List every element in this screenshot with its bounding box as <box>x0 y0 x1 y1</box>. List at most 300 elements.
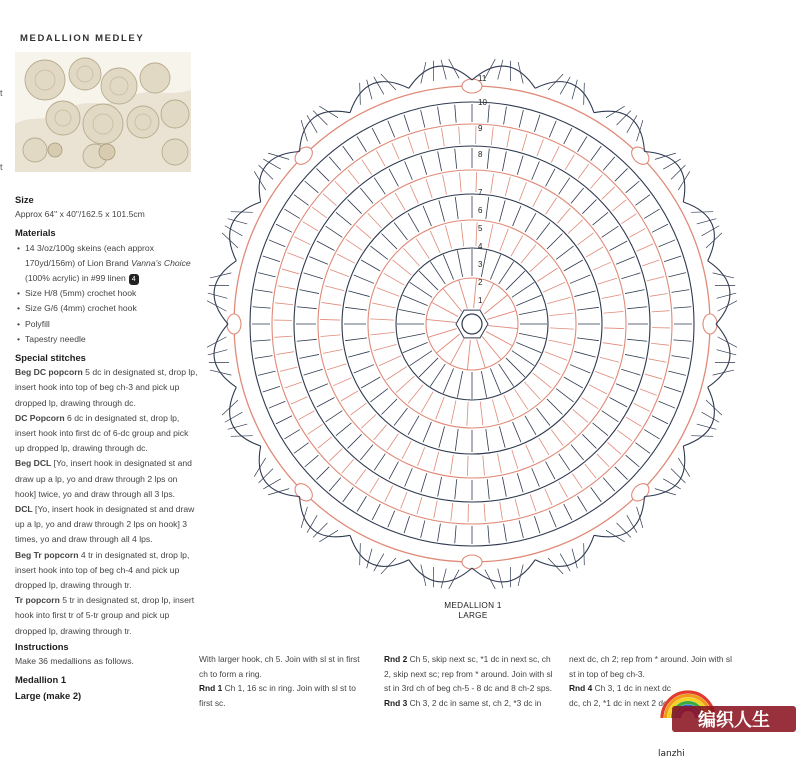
border-fan-stitch <box>718 337 737 347</box>
round-8-stitch <box>425 132 429 149</box>
round-3-stitch <box>419 358 438 377</box>
round-8-stitch <box>401 492 407 509</box>
round-8-stitch <box>417 497 422 514</box>
round-6-stitch <box>603 343 623 346</box>
round-9-stitch <box>372 504 380 520</box>
round-3-stitch <box>443 368 453 393</box>
border-fan-stitch <box>360 83 361 105</box>
round-8-stitch <box>287 253 304 259</box>
round-8-stitch <box>590 175 602 189</box>
round-9-stitch <box>404 115 410 132</box>
round-6-stitch <box>350 403 366 415</box>
round-8-stitch <box>299 411 315 420</box>
round-6-stitch <box>467 456 468 476</box>
round-7-stitch <box>389 462 398 480</box>
popcorn-stitch <box>462 555 482 569</box>
round-8-stitch <box>545 489 552 505</box>
diagram-caption <box>408 601 538 620</box>
border-fan-stitch <box>254 171 266 190</box>
round-number: 3 <box>478 260 483 269</box>
round-8-stitch <box>565 155 574 170</box>
sidebar-text <box>15 192 200 703</box>
round-7-stitch <box>374 178 385 195</box>
round-5-stitch <box>513 206 521 226</box>
round-8-stitch <box>551 146 559 162</box>
border-fan-stitch <box>228 424 248 429</box>
round-9-stitch <box>664 256 681 262</box>
round-5-stitch <box>361 377 380 388</box>
round-3-stitch <box>419 271 438 290</box>
round-9-stitch <box>668 371 686 375</box>
round-7-stitch <box>610 241 628 250</box>
border-fan-stitch <box>441 569 446 589</box>
round-3-stitch <box>430 364 445 386</box>
round-6-stitch <box>322 302 342 305</box>
round-9-stitch <box>603 478 615 492</box>
round-7-stitch <box>487 479 489 499</box>
round-9-stitch <box>591 487 602 502</box>
instructions-text: Make 36 medallions as follows. <box>15 656 134 667</box>
round-6-stitch <box>434 452 439 471</box>
round-5-stitch <box>486 429 489 451</box>
popcorn-stitch <box>703 314 717 334</box>
round-6-stitch <box>402 441 411 459</box>
border-fan-stitch <box>663 479 681 489</box>
round-9-stitch <box>652 224 668 232</box>
round-5-stitch <box>577 338 599 341</box>
round-6-stitch <box>368 213 382 228</box>
round-7-stitch <box>348 200 362 214</box>
border-fan-stitch <box>319 530 338 542</box>
round-6-stitch <box>512 450 518 469</box>
round-8-stitch <box>285 382 302 388</box>
round-8-stitch <box>355 469 366 484</box>
size-heading: Size <box>15 194 34 205</box>
stitch-definition: DC Popcorn 6 dc in designated st, drop lp, insert hook into first dc of 6-dc group and pick up dropped lp, drawing through dc. <box>15 412 189 454</box>
round-8-stitch <box>645 374 662 379</box>
round-number: 11 <box>478 74 487 83</box>
border-fan-stitch <box>702 412 720 422</box>
round-4-stitch <box>416 239 429 259</box>
border-fan-stitch <box>319 106 338 118</box>
round-6-stitch <box>539 438 549 455</box>
round-4-stitch <box>537 268 557 281</box>
round-8-stitch <box>329 449 342 461</box>
round-8-stitch <box>642 260 659 266</box>
round-8-stitch <box>530 494 536 511</box>
round-4-stitch <box>461 223 464 247</box>
border-fan-stitch <box>702 226 720 236</box>
round-8-stitch <box>515 499 519 516</box>
round-3-stitch <box>403 295 428 305</box>
border-fan-stitch <box>421 565 426 586</box>
round-9-stitch <box>659 401 676 408</box>
round-2-stitch <box>426 319 456 322</box>
border-fan-stitch <box>678 458 690 477</box>
round-5-stitch <box>537 408 550 425</box>
round-6-stitch <box>361 414 376 428</box>
pattern-column-2: Rnd 2 Ch 5, skip next sc, *1 dc in next sc, ch 2, skip next sc; rep from * around. Join with sl st in 3rd ch of beg ch-5 - 8 dc and 8 ch-2 sps. Rnd 3 Ch 3, 2 dc in same st, ch 2, *3 dc in <box>384 654 553 708</box>
round-9-stitch <box>255 290 273 293</box>
border-fan-stitch <box>584 543 585 565</box>
round-8-stitch <box>484 504 485 522</box>
round-9-stitch <box>343 487 354 502</box>
round-5-stitch <box>345 307 367 310</box>
round-7-stitch <box>625 354 645 358</box>
border-fan-stitch <box>498 569 503 589</box>
round-8-stitch <box>634 403 650 411</box>
border-fan-stitch <box>374 77 384 95</box>
round-number: 6 <box>478 206 483 215</box>
round-8-stitch <box>323 194 337 206</box>
round-7-stitch <box>546 462 555 480</box>
round-8-stitch <box>500 502 503 520</box>
watermark-logo <box>652 684 800 763</box>
round-8-stitch <box>652 311 670 312</box>
border-fan-stitch <box>584 83 585 105</box>
round-9-stitch <box>664 386 681 392</box>
round-7-stitch <box>309 384 327 392</box>
round-6-stitch <box>593 262 611 270</box>
round-5-stitch <box>455 197 458 219</box>
round-9-stitch <box>615 168 628 181</box>
round-9-stitch <box>357 496 366 511</box>
round-4-stitch <box>550 328 574 329</box>
round-5-ring <box>342 194 602 454</box>
round-7-stitch <box>532 468 540 486</box>
round-9-stitch <box>635 443 650 454</box>
round-9-stitch <box>421 520 425 538</box>
round-8-stitch <box>459 126 460 144</box>
round-3-stitch <box>457 371 462 397</box>
border-fan-stitch <box>485 570 495 589</box>
round-7-stitch <box>627 339 647 341</box>
round-7-stitch <box>559 178 570 195</box>
round-2-stitch <box>443 288 462 311</box>
round-9-stitch <box>329 157 341 171</box>
round-6-stitch <box>418 447 425 466</box>
round-4-stitch <box>511 236 523 257</box>
border-fan-stitch <box>717 350 737 355</box>
round-9-stitch <box>253 340 271 341</box>
round-5-stitch <box>537 222 550 239</box>
round-8-stitch <box>537 139 543 156</box>
round-9-stitch <box>534 115 540 132</box>
round-6-stitch <box>578 233 594 245</box>
round-5-stitch <box>577 307 599 310</box>
round-3-stitch <box>443 255 453 280</box>
round-3-stitch <box>457 250 462 276</box>
round-7-stitch <box>405 468 413 486</box>
border-scallop <box>594 497 645 537</box>
round-7-stitch <box>299 290 319 294</box>
round-5-stitch <box>381 233 397 249</box>
round-8-stitch <box>608 442 622 454</box>
round-4-stitch <box>445 226 451 249</box>
diagram-caption-line2: LARGE <box>458 610 488 620</box>
round-7-stitch <box>602 226 619 237</box>
round-4-stitch <box>370 319 394 320</box>
round-6-stitch <box>410 185 418 203</box>
round-9-stitch <box>357 136 366 151</box>
round-8-stitch <box>408 137 414 154</box>
round-9-stitch <box>519 110 523 128</box>
round-2-stitch <box>474 278 477 308</box>
round-6-stitch <box>505 177 510 196</box>
special-stitches-heading: Special stitches <box>15 352 86 364</box>
round-5-stitch <box>354 365 374 373</box>
round-9-stitch <box>305 181 319 193</box>
border-fan-stitch <box>307 515 317 533</box>
border-fan-stitch <box>207 337 226 347</box>
round-2-stitch <box>428 329 457 338</box>
border-fan-stitch <box>210 273 231 278</box>
round-8-stitch <box>348 170 359 184</box>
border-fan-stitch <box>713 273 734 278</box>
round-8-stitch <box>385 486 393 502</box>
round-5-stitch <box>354 275 374 283</box>
stitch-definition: Beg DC popcorn 5 dc in designated st, drop lp, insert hook into top of beg ch-3 and pick up dropped lp, drawing through dc. <box>15 367 198 408</box>
round-6-stitch <box>381 202 393 218</box>
material-item: • Size H/8 (5mm) crochet hook <box>15 286 200 301</box>
border-fan-stitch <box>231 436 253 437</box>
stitch-definition: Beg Tr popcorn 4 tr in designated st, drop lp, insert hook into top of beg ch-4 and pick up dropped lp, drawing through tr. <box>15 549 190 591</box>
round-6-stitch <box>325 286 344 291</box>
round-8-stitch <box>392 143 399 159</box>
round-5-stitch <box>408 416 419 435</box>
edge-mark: t <box>0 88 3 98</box>
round-4-stitch <box>384 273 405 285</box>
round-7-stitch <box>546 169 555 187</box>
border-fan-stitch <box>606 530 625 542</box>
round-9-stitch <box>549 511 556 528</box>
round-3-stitch <box>398 309 424 314</box>
round-8-stitch <box>522 134 527 151</box>
border-fan-stitch <box>374 554 384 572</box>
round-7-stitch <box>304 369 323 375</box>
round-3-stitch <box>481 371 486 397</box>
materials-heading: Materials <box>15 227 56 239</box>
border-fan-stitch <box>231 212 253 213</box>
round-9-stitch <box>438 524 441 542</box>
round-8-stitch <box>640 389 657 395</box>
popcorn-stitch <box>227 314 241 334</box>
watermark-url: lanzhi <box>658 749 685 759</box>
round-5-stitch <box>394 222 407 239</box>
round-9-stitch <box>258 273 276 277</box>
round-7-stitch <box>455 479 457 499</box>
round-7-stitch <box>389 169 398 187</box>
round-7-stitch <box>438 477 442 497</box>
round-8-stitch <box>491 127 493 145</box>
round-6-stitch <box>450 455 453 475</box>
round-3-stitch <box>499 364 514 386</box>
material-item: • 14 3/oz/100g skeins (each approx 170yd/156m) of Lion Brand Vanna's Choice (100% acrylic) in #99 linen 4 <box>15 241 200 287</box>
round-7-stitch <box>421 156 427 175</box>
border-fan-stitch <box>560 554 570 572</box>
round-3-stitch <box>430 262 445 284</box>
round-3-stitch <box>516 342 541 352</box>
round-number: 7 <box>478 188 483 197</box>
round-7-stitch <box>502 151 506 171</box>
round-7-stitch <box>304 273 323 279</box>
round-5-stitch <box>525 416 536 435</box>
round-9-stitch <box>519 520 523 538</box>
round-4-stitch <box>404 248 420 266</box>
round-4-stitch <box>548 340 571 345</box>
round-6-stitch <box>497 454 501 474</box>
border-fan-stitch <box>697 424 717 429</box>
round-4-stitch <box>540 363 561 375</box>
round-4-stitch <box>521 245 536 264</box>
round-2-stitch <box>477 339 486 368</box>
round-5-stitch <box>486 197 489 219</box>
round-7-stitch <box>571 188 584 203</box>
medallion-heading: Medallion 1 <box>15 674 67 686</box>
border-fan-stitch <box>518 565 523 586</box>
round-4-stitch <box>492 399 498 422</box>
round-8-stitch <box>559 482 568 498</box>
round-7-stitch <box>582 200 596 214</box>
round-5-stitch <box>499 200 505 221</box>
round-2-stitch <box>459 280 468 309</box>
round-9-stitch <box>626 181 640 193</box>
border-fan-stitch <box>360 543 361 565</box>
round-8-stitch <box>585 464 596 478</box>
border-fan-stitch <box>254 458 266 477</box>
round-5-stitch <box>423 422 431 442</box>
round-8-stitch <box>278 286 296 289</box>
round-6-stitch <box>595 371 614 378</box>
round-9-stitch <box>672 290 690 293</box>
round-5-stitch <box>564 377 583 388</box>
round-7-stitch <box>571 445 584 460</box>
round-6-stitch <box>483 456 485 476</box>
round-5-stitch <box>525 213 536 232</box>
crochet-chart <box>200 52 760 612</box>
round-9-stitch <box>269 401 286 408</box>
round-7-stitch <box>405 161 413 179</box>
large-heading: Large (make 2) <box>15 689 82 701</box>
round-8-stitch <box>282 269 299 274</box>
round-8-ring <box>272 124 672 524</box>
round-4-stitch <box>504 395 514 417</box>
round-8-stitch <box>597 454 609 467</box>
border-fan-stitch <box>718 301 737 311</box>
border-fan-stitch <box>441 60 446 80</box>
round-9-stitch <box>263 256 280 262</box>
round-8-stitch <box>294 237 310 245</box>
round-8-stitch <box>626 417 641 426</box>
round-9-stitch <box>276 224 292 232</box>
round-7-stitch <box>532 161 540 179</box>
border-scallop <box>645 446 685 497</box>
round-9-stitch <box>652 416 668 424</box>
round-6-stitch <box>589 385 607 394</box>
round-number: 2 <box>478 278 483 287</box>
round-4-stitch <box>488 224 493 247</box>
round-9-stitch <box>644 430 659 439</box>
round-5-stitch <box>574 351 595 357</box>
border-scallop <box>259 152 299 203</box>
border-fan-stitch <box>498 60 503 80</box>
border-fan-stitch <box>207 301 226 311</box>
border-fan-stitch <box>572 549 577 569</box>
round-9-stitch <box>372 128 380 144</box>
yarn-weight-badge: 4 <box>129 274 139 285</box>
border-fan-stitch <box>606 106 625 118</box>
border-scallop <box>300 497 351 537</box>
round-3-stitch <box>403 342 428 352</box>
round-6-stitch <box>604 312 624 314</box>
round-number: 10 <box>478 98 487 107</box>
round-9-stitch <box>455 525 456 543</box>
round-6-stitch <box>586 247 603 257</box>
round-9-stitch <box>253 307 271 308</box>
round-3-stitch <box>506 271 525 290</box>
round-2-stitch <box>488 326 518 329</box>
round-9-stitch <box>549 121 556 138</box>
round-7-stitch <box>610 398 628 407</box>
round-7-stitch <box>438 151 442 171</box>
round-6-stitch <box>346 239 363 250</box>
round-3-stitch <box>410 351 432 366</box>
round-6-stitch <box>320 319 340 320</box>
edge-mark: t <box>0 162 3 172</box>
border-fan-stitch <box>485 59 495 78</box>
round-9-stitch <box>626 455 640 467</box>
border-fan-stitch <box>449 59 459 78</box>
round-6-stitch <box>604 328 624 329</box>
round-9-stitch <box>276 416 292 424</box>
round-8-stitch <box>303 222 318 231</box>
round-6-stitch <box>387 434 398 451</box>
round-7-stitch <box>421 473 427 492</box>
round-4-stitch <box>436 397 445 419</box>
round-6-stitch <box>321 335 341 337</box>
round-7-stitch <box>455 149 457 169</box>
pattern-column-3: next dc, ch 2; rep from * around. Join with sl st in top of beg ch-3. Rnd 4 Ch 3, 1 dc in next dc dc, ch 2, *1 dc in next 2 dc <box>569 654 732 708</box>
round-4-stitch <box>515 389 528 409</box>
round-8-stitch <box>434 501 437 519</box>
round-9-stitch <box>438 107 441 125</box>
size-text: Approx 64" x 40"/162.5 x 101.5cm <box>15 209 145 220</box>
round-3-stitch <box>398 333 424 338</box>
stitch-definition: Tr popcorn 5 tr in designated st, drop lp, insert hook into first tr of 5-tr group and pick up dropped lp, drawing through tr. <box>15 595 195 636</box>
watermark-text: 编织人生 <box>698 710 770 731</box>
round-9-stitch <box>455 105 456 123</box>
round-6-stitch <box>600 357 619 362</box>
round-5-stitch <box>556 246 573 259</box>
round-9-stitch <box>504 524 507 542</box>
round-8-stitch <box>617 430 632 441</box>
round-6-stitch <box>557 208 570 223</box>
round-9-stitch <box>388 511 395 528</box>
round-8-stitch <box>647 277 664 281</box>
round-7-stitch <box>582 434 596 448</box>
round-8-stitch <box>442 128 445 146</box>
round-7-stitch <box>627 307 647 309</box>
round-8-stitch <box>342 460 354 474</box>
round-7-stitch <box>374 454 385 471</box>
border-fan-stitch <box>225 412 243 422</box>
round-5-stitch <box>499 426 505 447</box>
round-8-stitch <box>612 200 626 211</box>
round-5-stitch <box>513 422 521 442</box>
round-7-stitch <box>297 307 317 309</box>
round-5-stitch <box>439 426 445 447</box>
round-8-stitch <box>362 160 372 175</box>
